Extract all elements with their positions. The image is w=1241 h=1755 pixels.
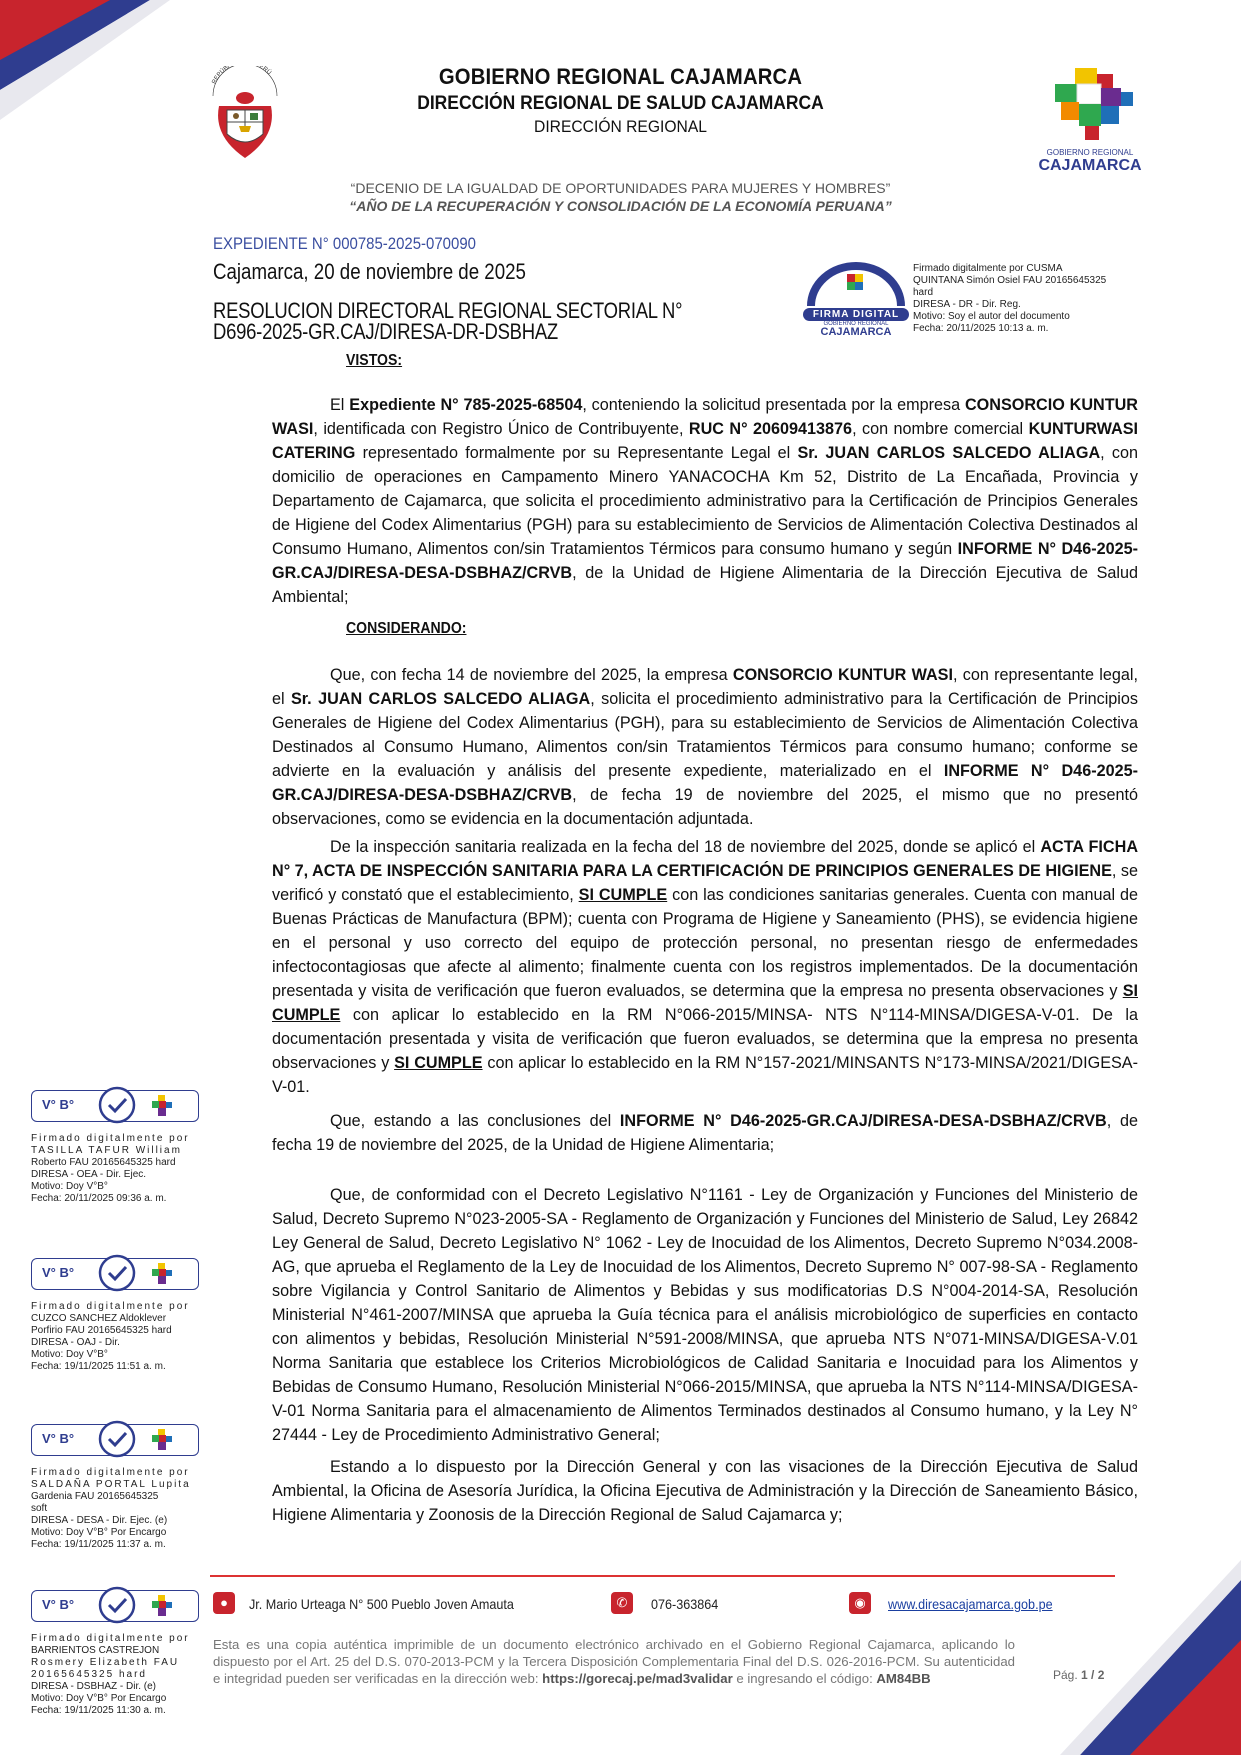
paragraph-text: Que, de conformidad con el Decreto Legislativo N°1161 - Ley de Organización y Funciones del Ministerio de Salud, Decreto Supremo N°023-2005-SA - Reglamento de Organización y Funciones del Ministerio de Salud, Ley 26842 Ley General de Salud, Decreto Legislativo N° 1062 - Ley de Inocuidad de los Alimentos, Decreto Supremo N°034.2008-AG, que aprueba el Reglamento de la Ley de Inocuidad de los Alimentos, Decreto Supremo N° 007-98-SA - Reglamento sobre Vigilancia y Control Sanitario de Alimentos y Bebidas y sus modificatorias D.S N°004-2014-SA, Resolución Ministerial N°461-2007/MINSA que aprueba la Guía técnica para el análisis microbiológico de superficies en contacto con alimentos y bebidas, Resolución Ministerial N°591-2008/MINSA, que aprueba NTS N°071-MINSA/DIGESA-V.01 Norma Sanitaria que establece los Criterios Microbiológicos de Calidad Sanitaria e Inocuidad para los Alimentos y Bebidas de Consumo Humano, Resolución Ministerial N°066-2015/MINSA, que aprueba la NTS N°114-MINSA/DIGESA- V-01 Norma Sanitaria para el almacenamiento de Alimentos Terminados destinados al Consumo humano, y la Ley N° 27444 - Ley de Procedimiento Administrativo General; (272, 1186, 1138, 1444)
vobo-line: Motivo: Doy V°B° Por Encargo (31, 1693, 167, 1704)
vobo-line: Firmado digitalmente por (31, 1133, 190, 1144)
considerando-title: CONSIDERANDO: (346, 620, 467, 637)
vobo-label: V° B° (42, 1597, 75, 1612)
check-icon (98, 1586, 136, 1624)
phone-icon: ✆ (611, 1592, 633, 1614)
vobo-line: Roberto FAU 20165645325 hard (31, 1157, 176, 1168)
vobo-line: Firmado digitalmente por (31, 1633, 190, 1644)
resolucion-line1: RESOLUCION DIRECTORAL REGIONAL SECTORIAL N° (213, 298, 683, 323)
footer-divider (210, 1575, 1115, 1577)
check-icon (98, 1254, 136, 1292)
legal-mid: e ingresando el código: (732, 1671, 877, 1686)
vobo-line: Motivo: Doy V°B° (31, 1181, 108, 1192)
vobo-line: DIRESA - OAJ - Dir. (31, 1337, 120, 1348)
vobo-label: V° B° (42, 1097, 75, 1112)
legal-text: Esta es una copia auténtica imprimible de un documento electrónico archivado en el Gobierno Regional Cajamarca, aplicando lo dispuesto por el Art. 25 del D.S. 070-2013-PCM y la Tercera Disposición Complementaria Final del D.S. 026-2016-PCM. Su autenticidad e integridad pueden ser verificadas en la dirección web: (213, 1637, 1015, 1686)
paragraph-considerando-2 (272, 835, 1138, 1099)
paragraph-text: , de fecha 19 de noviembre del 2025, de la Unidad de Higiene Alimentaria; (272, 1112, 1138, 1154)
firma-line: Motivo: Soy el autor del documento (913, 311, 1070, 322)
footer-phone: 076-363864 (651, 1596, 719, 1612)
emphasis-text: CONSORCIO KUNTUR WASI (732, 666, 953, 684)
firma-digital-badge (803, 262, 909, 340)
firma-line: Fecha: 20/11/2025 10:13 a. m. (913, 323, 1049, 334)
vobo-line: DIRESA - DSBHAZ - Dir. (e) (31, 1681, 157, 1692)
emphasis-text: INFORME N° D46-2025-GR.CAJ/DIRESA-DESA-DSBHAZ/CRVB (272, 762, 1138, 804)
emphasis-text: SI CUMPLE (394, 1054, 483, 1072)
paragraph-text: , conteniendo la solicitud presentada por la empresa (582, 396, 965, 414)
emphasis-text: Expediente N° 785-2025-68504 (349, 396, 583, 414)
vobo-info-2 (31, 1301, 206, 1373)
gr-mini-logo-icon (150, 1429, 174, 1451)
emphasis-text: SI CUMPLE (272, 982, 1138, 1024)
vobo-info-4 (31, 1633, 206, 1717)
vobo-line: Fecha: 19/11/2025 11:51 a. m. (31, 1361, 166, 1372)
gr-logo-big-text: CAJAMARCA (1038, 157, 1142, 174)
vobo-line: Rosmery Elizabeth FAU (31, 1657, 180, 1668)
firma-digital-info (913, 263, 1143, 335)
decenio-slogan: “DECENIO DE LA IGUALDAD DE OPORTUNIDADES PARA MUJERES Y HOMBRES” (350, 180, 891, 196)
gr-mini-logo-icon (150, 1263, 174, 1285)
firma-line: QUINTANA Simón Osiel FAU 20165645325 (913, 275, 1107, 286)
resolucion-title (213, 300, 734, 342)
check-icon (98, 1420, 136, 1458)
vobo-line: Firmado digitalmente por (31, 1301, 190, 1312)
vobo-line: Fecha: 19/11/2025 11:30 a. m. (31, 1705, 166, 1716)
footer-address: Jr. Mario Urteaga N° 500 Pueblo Joven Amauta (249, 1596, 514, 1612)
vobo-stamp-3 (31, 1424, 199, 1456)
header-direccion-regional: DIRECCIÓN REGIONAL (534, 117, 707, 136)
paragraph-text: , identificada con Registro Único de Contribuyente, (313, 420, 689, 438)
vobo-line: Motivo: Doy V°B° (31, 1349, 108, 1360)
vobo-stamp-1 (31, 1090, 199, 1122)
paragraph-text: , de la Unidad de Higiene Alimentaria de la Dirección Ejecutiva de Salud Ambiental; (272, 564, 1138, 606)
gr-logo-small-text: GOBIERNO REGIONAL (1046, 148, 1134, 157)
vobo-label: V° B° (42, 1265, 75, 1280)
vobo-line: DIRESA - OEA - Dir. Ejec. (31, 1169, 147, 1180)
vobo-line: Gardenia FAU 20165645325 (31, 1491, 159, 1502)
vobo-line: soft (31, 1503, 48, 1514)
vobo-line: SALDAÑA PORTAL Lupita (31, 1479, 191, 1490)
vobo-stamp-2 (31, 1258, 199, 1290)
emphasis-text: Sr. JUAN CARLOS SALCEDO ALIAGA (290, 690, 591, 708)
emphasis-text: RUC N° 20609413876 (688, 420, 853, 438)
vobo-line: Fecha: 20/11/2025 09:36 a. m. (31, 1193, 167, 1204)
paragraph-text: , con representante legal, el (272, 666, 1139, 708)
legal-notice (213, 1636, 1015, 1687)
paragraph-text: Estando a lo dispuesto por la Dirección General y con las visaciones de la Dirección Ejecutiva de Salud Ambiental, la Oficina de Asesoría Jurídica, la Oficina Ejecutiva de Administración y la Dirección de Saneamiento Básico, Higiene Alimentaria y Zoonosis de la Dirección Regional de Salud Cajamarca y; (272, 1458, 1138, 1524)
paragraph-text: Que, con fecha 14 de noviembre del 2025, la empresa (330, 666, 733, 684)
footer-website-link[interactable]: www.diresacajamarca.gob.pe (888, 1596, 1053, 1612)
emphasis-text: INFORME N° D46-2025-GR.CAJ/DIRESA-DESA-DSBHAZ/CRVB (619, 1112, 1107, 1130)
vobo-stamp-4 (31, 1590, 199, 1622)
firma-badge-big: CAJAMARCA (820, 326, 892, 338)
vobo-line: DIRESA - DESA - Dir. Ejec. (e) (31, 1515, 168, 1526)
resolucion-line2: D696-2025-GR.CAJ/DIRESA-DR-DSBHAZ (213, 319, 558, 344)
paragraph-considerando-3 (272, 1109, 1138, 1157)
paragraph-text: , con nombre comercial (852, 420, 1029, 438)
vobo-line: Porfirio FAU 20165645325 hard (31, 1325, 172, 1336)
firma-badge-small: GOBIERNO REGIONAL (823, 321, 889, 327)
paragraph-text: El (330, 396, 350, 414)
paragraph-text: , con domicilio de operaciones en Campamento Minero YANACOCHA Km 52, Distrito de La Encañada, Provincia y Departamento de Cajamarca, que solicita el procedimiento administrativo para la Certificación de Principios Generales de Higiene del Codex Alimentarius (PGH) para su establecimiento de Servicios de Alimentación Colectiva Destinados al Consumo Humano, Alimentos con/sin Tratamientos Térmicos para consumo humano y según (272, 444, 1138, 558)
paragraph-text: , solicita el procedimiento administrativo para la Certificación de Principios Generales de Higiene del Codex Alimentarius (PGH), para su establecimiento de Servicios de Alimentación Colectiva Destinados al Consumo Humano, Alimentos con/sin Tratamientos Térmicos para consumo humano; conforme se advierte en la evaluación y análisis del presente expediente, materializado en el (272, 690, 1138, 780)
header-direccion-salud: DIRECCIÓN REGIONAL DE SALUD CAJAMARCA (417, 93, 824, 114)
gr-mini-logo-icon (150, 1095, 174, 1117)
paragraph-text: , de fecha 19 de noviembre del 2025, el mismo que no presentó observaciones, como se evidencia en la documentación adjuntada. (272, 786, 1138, 828)
bottom-right-stripes (1060, 1560, 1241, 1755)
firma-line: DIRESA - DR - Dir. Reg. (913, 299, 1021, 310)
paragraph-text: con las condiciones sanitarias generales. Cuenta con manual de Buenas Prácticas de Manufactura (BPM); cuenta con Programa de Higiene y Saneamiento (PHS), se evidencia higiene en el personal y uso correcto del equipo de protección personal, no presentan riesgo de enfermedades infectocontagiosas que afecte al alimento; finalmente cuenta con los registros implementados. De la documentación presentada y visita de verificación que fueron evaluados, se determina que la empresa no presenta observaciones y (272, 886, 1139, 1000)
firma-line: Firmado digitalmente por CUSMA (913, 263, 1063, 274)
vobo-line: BARRIENTOS CASTREJON (31, 1645, 160, 1656)
vobo-line: Firmado digitalmente por (31, 1467, 190, 1478)
vobo-info-1 (31, 1133, 206, 1205)
paragraph-considerando-1 (272, 663, 1138, 831)
paragraph-considerando-5 (272, 1455, 1138, 1527)
paragraph-text: representado formalmente por su Representante Legal el (355, 444, 798, 462)
paragraph-text: De la inspección sanitaria realizada en la fecha del 18 de noviembre del 2025, donde se aplicó el (330, 838, 1041, 856)
anio-slogan: “AÑO DE LA RECUPERACIÓN Y CONSOLIDACIÓN DE LA ECONOMÍA PERUANA” (349, 198, 892, 214)
check-icon (98, 1086, 136, 1124)
expediente-number: EXPEDIENTE N° 000785-2025-070090 (213, 234, 476, 253)
vobo-line: 20165645325 hard (31, 1669, 147, 1680)
paragraph-text: Que, estando a las conclusiones del (330, 1112, 620, 1130)
document-date: Cajamarca, 20 de noviembre de 2025 (213, 259, 526, 284)
paragraph-considerando-4 (272, 1183, 1138, 1447)
emphasis-text: INFORME N° D46-2025-GR.CAJ/DIRESA-DESA-DSBHAZ/CRVB (272, 540, 1138, 582)
emphasis-text: KUNTURWASI CATERING (272, 420, 1138, 462)
validation-code: AM84BB (876, 1671, 931, 1686)
paragraph-vistos (272, 393, 1138, 609)
page-num: 1 / 2 (1081, 1668, 1105, 1682)
paragraph-text: , se verificó y constató que el establecimiento, (272, 862, 1138, 904)
paragraph-text: con aplicar lo establecido en la RM N°157-2021/MINSANTS N°173-MINSA/2021/DIGESA-V-01. (272, 1054, 1138, 1096)
emphasis-text: Sr. JUAN CARLOS SALCEDO ALIAGA (797, 444, 1101, 462)
firma-line: hard (913, 287, 934, 298)
vobo-line: Fecha: 19/11/2025 11:37 a. m. (31, 1539, 166, 1550)
emphasis-text: SI CUMPLE (578, 886, 668, 904)
emphasis-text: CONSORCIO KUNTUR WASI (272, 396, 1138, 438)
validation-url-link[interactable]: https://gorecaj.pe/mad3validar (542, 1671, 733, 1686)
page-prefix: Pág. (1053, 1668, 1082, 1682)
vobo-info-3 (31, 1467, 206, 1551)
vistos-title: VISTOS: (346, 352, 403, 369)
emphasis-text: ACTA FICHA N° 7, ACTA DE INSPECCIÓN SANITARIA PARA LA CERTIFICACIÓN DE PRINCIPIOS GENERALES DE HIGIENE (272, 838, 1139, 880)
vobo-label: V° B° (42, 1431, 75, 1446)
paragraph-text: con aplicar lo establecido en la RM N°066-2015/MINSA- NTS N°114-MINSA/DIGESA-V-01. De la documentación presentada y visita de verificación que fueron evaluados, se determina que la empresa no presenta observaciones y (272, 1006, 1138, 1072)
firma-digital-label: FIRMA DIGITAL (803, 308, 909, 321)
vobo-line: Motivo: Doy V°B° Por Encargo (31, 1527, 167, 1538)
globe-icon: ◉ (849, 1592, 871, 1614)
gr-mini-logo-icon (150, 1595, 174, 1617)
location-pin-icon: ● (213, 1592, 235, 1614)
peru-seal-text: REPÚBL ERÚ (211, 66, 272, 86)
page-number (1053, 1668, 1104, 1682)
header-gobierno: GOBIERNO REGIONAL CAJAMARCA (438, 64, 803, 89)
vobo-line: TASILLA TAFUR William (31, 1145, 182, 1156)
vobo-line: CUZCO SANCHEZ Aldoklever (31, 1313, 167, 1324)
